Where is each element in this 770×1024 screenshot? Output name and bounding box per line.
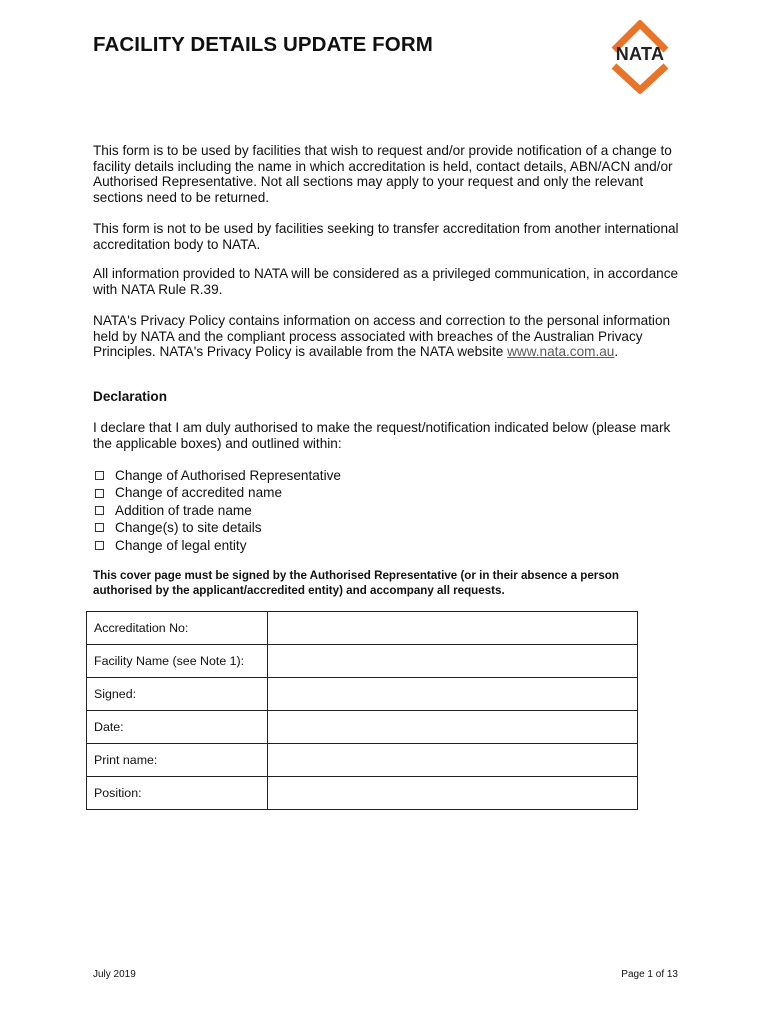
nata-website-link[interactable]: www.nata.com.au	[507, 344, 615, 360]
position-label: Position:	[87, 777, 268, 810]
checkbox[interactable]	[95, 471, 104, 480]
table-row	[87, 777, 638, 810]
option-change-authorised-rep	[93, 467, 341, 484]
option-change-accredited-name	[93, 484, 341, 501]
print-name-label: Print name:	[87, 744, 268, 777]
date-field[interactable]	[268, 711, 638, 744]
checkbox[interactable]	[95, 506, 104, 515]
privacy-text-end: .	[614, 344, 619, 360]
page-title: FACILITY DETAILS UPDATE FORM	[93, 33, 433, 56]
intro-paragraph-3: All information provided to NATA will be considered as a privileged communication, in accordance with NATA Rule R.39.	[93, 266, 679, 297]
table-row	[87, 744, 638, 777]
date-label: Date:	[87, 711, 268, 744]
position-field[interactable]	[268, 777, 638, 810]
option-label: Change of legal entity	[115, 537, 247, 553]
option-label: Change(s) to site details	[115, 520, 262, 536]
footer-page-number: Page 1 of 13	[621, 969, 678, 980]
signature-table	[86, 611, 638, 810]
privacy-paragraph	[93, 313, 683, 360]
accreditation-no-field[interactable]	[268, 612, 638, 645]
accreditation-no-label: Accreditation No:	[87, 612, 268, 645]
table-row	[87, 612, 638, 645]
option-addition-trade-name	[93, 502, 341, 519]
option-label: Change of Authorised Representative	[115, 468, 341, 483]
table-row	[87, 645, 638, 678]
option-label: Addition of trade name	[115, 502, 252, 518]
facility-name-field[interactable]	[268, 645, 638, 678]
print-name-field[interactable]	[268, 744, 638, 777]
option-change-site-details	[93, 519, 341, 536]
checkbox[interactable]	[95, 489, 104, 498]
table-row	[87, 711, 638, 744]
cover-page-note: This cover page must be signed by the Authorised Representative (or in their absence a person authorised by the applicant/accredited entity) and accompany all requests.	[93, 569, 619, 598]
request-options	[93, 467, 341, 554]
intro-paragraph-2: This form is not to be used by facilities seeking to transfer accreditation from another international accreditation body to NATA.	[93, 221, 679, 252]
signed-field[interactable]	[268, 678, 638, 711]
footer-date: July 2019	[93, 969, 136, 980]
signed-label: Signed:	[87, 678, 268, 711]
privacy-text: NATA's Privacy Policy contains information on access and correction to the personal information held by NATA and the compliant process associated with breaches of the Australian Privacy Principles. NATA's Privacy Policy is available from the NATA website	[93, 313, 671, 360]
logo-text: NATA	[615, 44, 665, 64]
facility-name-label: Facility Name (see Note 1):	[87, 645, 268, 678]
nata-logo	[604, 20, 676, 94]
declaration-text: I declare that I am duly authorised to make the request/notification indicated below (please mark the applicable boxes) and outlined within:	[93, 420, 671, 451]
table-row	[87, 678, 638, 711]
checkbox[interactable]	[95, 523, 104, 532]
intro-paragraph-1: This form is to be used by facilities that wish to request and/or provide notification of a change to facility details including the name in which accreditation is held, contact details, ABN/ACN and/or Authorised Representative. Not all sections may apply to your request and only the relevant sections need to be returned.	[93, 143, 673, 205]
option-label: Change of accredited name	[115, 485, 283, 501]
option-change-legal-entity	[93, 537, 341, 554]
declaration-heading: Declaration	[93, 389, 168, 404]
checkbox[interactable]	[95, 541, 104, 550]
